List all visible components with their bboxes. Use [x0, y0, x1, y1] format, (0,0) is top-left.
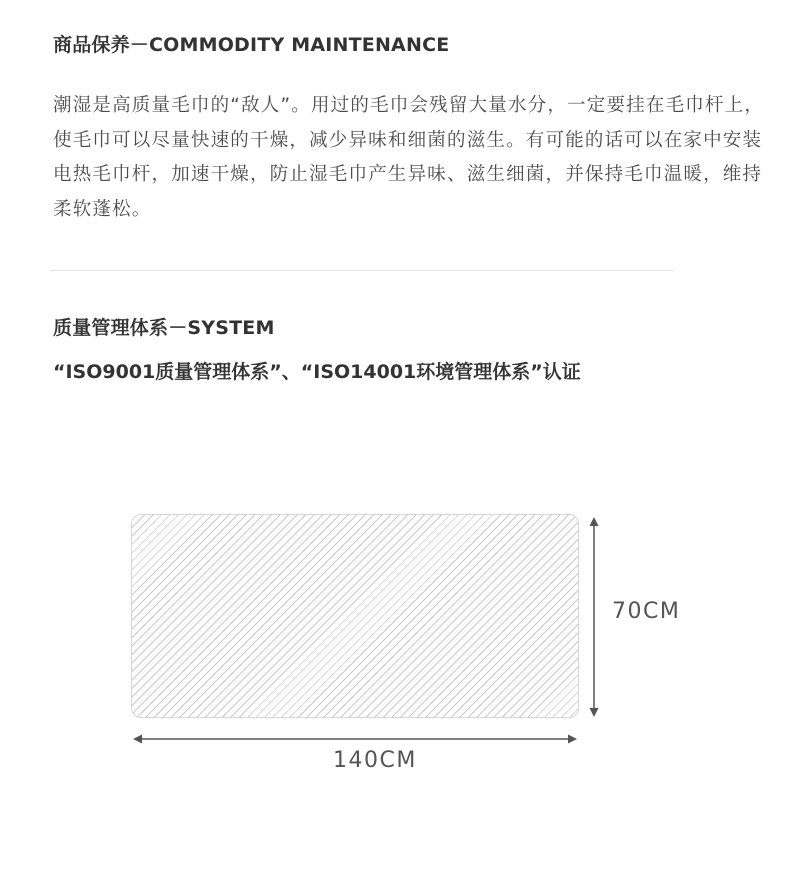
- height-dimension-label: 70CM: [612, 599, 681, 624]
- system-title: 质量管理体系－SYSTEM: [53, 317, 275, 339]
- width-dimension-label: 140CM: [333, 748, 417, 773]
- maintenance-title: 商品保养－COMMODITY MAINTENANCE: [53, 34, 450, 56]
- maintenance-body: 潮湿是高质量毛巾的“敌人”。用过的毛巾会残留大量水分，一定要挂在毛巾杆上，使毛巾可以尽量快速的干燥，减少异味和细菌的滋生。有可能的话可以在家中安装电热毛巾杆，加速干燥，防止湿毛巾产生异味、滋生细菌，并保持毛巾温暖，维持柔软蓬松。: [53, 95, 765, 220]
- height-arrow: [590, 517, 599, 717]
- certification-text: “ISO9001质量管理体系”、“ISO14001环境管理体系”认证: [53, 361, 581, 383]
- width-arrow: [133, 735, 577, 744]
